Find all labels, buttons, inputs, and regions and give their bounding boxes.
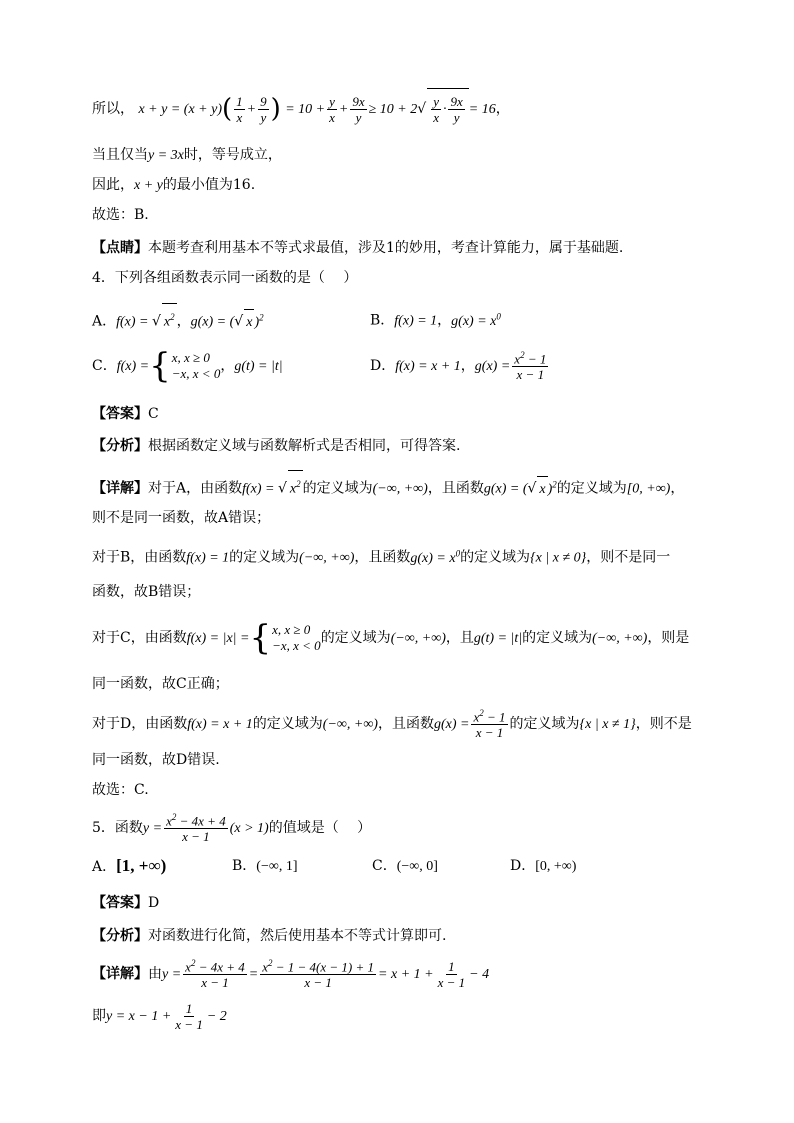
option-a: A．f(x) = √ $x^2$ ，g(x) = (√ x )$^2$: [92, 303, 264, 329]
detail-4-b-cont: 函数，故B错误；: [92, 584, 201, 600]
detail-5: 【详解】由y = $\frac{x^2 - 4x + 4}{x - 1}$ = $\frac{x^2 - 1 - 4(x - 1) + 1}{x - 1}$ = x + 1 + $\frac{1}{x - 1}$ − 4: [92, 957, 490, 991]
answer-4: 【答案】C: [92, 406, 159, 422]
q5-option-b: B．(−∞, 1]: [232, 858, 298, 874]
q5-option-d: D．[0, +∞): [510, 858, 577, 874]
inequality-line: 所以， x + y = (x + y)( $\frac{1}{x}$ + $\frac{9}{y}$ ) = 10 + $\frac{y}{x}$ + $\frac{9x}{y}$ ≥ 10 + 2√ $\frac{y}{x}$ · $\frac{9x}{y}$ = 16，: [92, 88, 510, 128]
detail-4-a-cont: 则不是同一函数，故A错误；: [92, 510, 271, 526]
equality-condition: 当且仅当y = 3x时，等号成立，: [92, 147, 282, 163]
option-d: D．f(x) = x + 1，g(x) = $\frac{x^2 - 1}{x - 1}$: [370, 349, 547, 383]
option-c: C．f(x) = { x, x ≥ 0 −x, x < 0 ，g(t) = |t|: [92, 346, 283, 386]
detail-4-c-cont: 同一函数，故C正确；: [92, 676, 229, 692]
option-b: B．f(x) = 1，$g(x) = x^0$: [370, 311, 501, 329]
q5-option-c: C．(−∞, 0]: [372, 858, 438, 874]
answer-5: 【答案】D: [92, 895, 160, 911]
detail-4-d-cont: 同一函数，故D错误.: [92, 752, 220, 768]
detail-4-d: 对于D，由函数f(x) = x + 1的定义域为(−∞, +∞)，且函数g(x) = $\frac{x^2 - 1}{x - 1}$ 的定义域为{x | x ≠ 1}，则不是: [92, 707, 692, 741]
detail-4-c: 对于C，由函数f(x) = |x| = { x, x ≥ 0 −x, x < 0 的定义域为(−∞, +∞)，且g(t) = |t|的定义域为(−∞, +∞)，则是: [92, 618, 690, 658]
analysis-4: 【分析】根据函数定义域与函数解析式是否相同，可得答案.: [92, 438, 461, 454]
question-5-stem: 5．函数y = $\frac{x^2 - 4x + 4}{x - 1}$ (x > 1)的值域是（ ）: [92, 811, 372, 845]
remark: 【点睛】本题考查利用基本不等式求最值，涉及1的妙用，考查计算能力，属于基础题.: [92, 240, 624, 256]
detail-5-cont: 即y = x − 1 + $\frac{1}{x - 1}$ − 2: [92, 1000, 227, 1032]
detail-4-end: 故选：C.: [92, 782, 149, 798]
question-4-stem: 4．下列各组函数表示同一函数的是（ ）: [92, 270, 358, 286]
q5-option-a: A．[1, +∞): [92, 856, 167, 875]
analysis-5: 【分析】对函数进行化简，然后使用基本不等式计算即可.: [92, 928, 447, 944]
answer-choice: 故选：B.: [92, 207, 149, 223]
detail-4-b: 对于B，由函数f(x) = 1的定义域为(−∞, +∞)，且函数$g(x) = x^0$的定义域为{x | x ≠ 0}，则不是同一: [92, 548, 671, 566]
detail-4-a: 【详解】对于A，由函数f(x) = √ $x^2$ 的定义域为(−∞, +∞)，且函数g(x) = (√ x )$^2$的定义域为[0, +∞)，: [92, 470, 684, 496]
minimum-statement: 因此，x + y的最小值为16.: [92, 177, 256, 193]
